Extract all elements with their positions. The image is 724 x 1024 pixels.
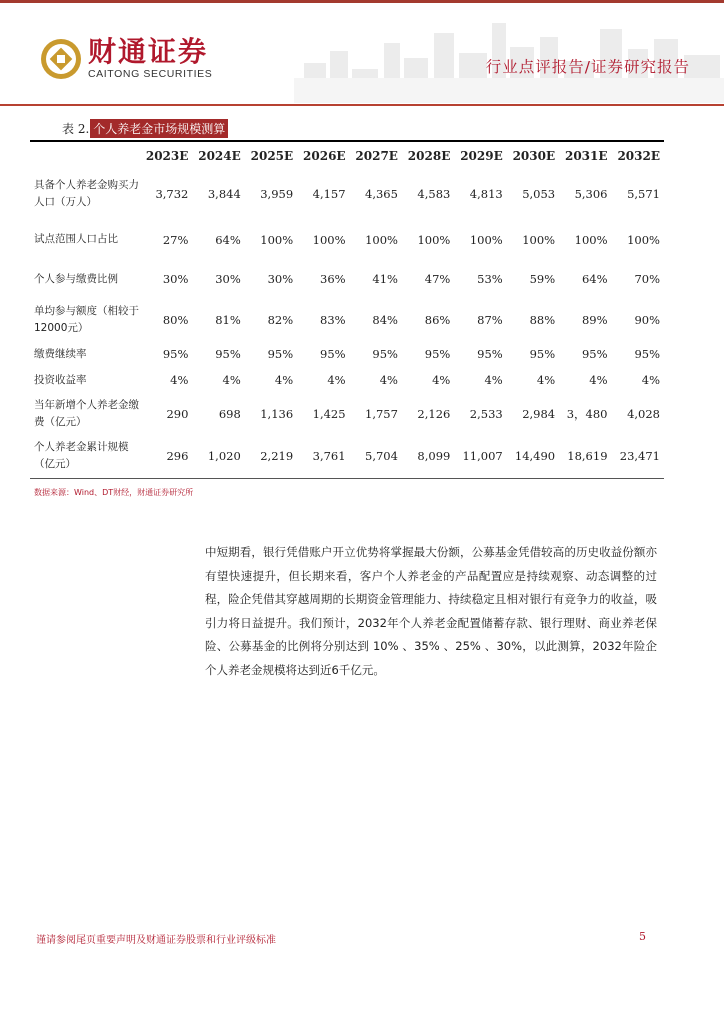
table-cell: 698 bbox=[218, 407, 241, 421]
table-bottom-rule bbox=[30, 478, 664, 479]
table-cell: 100% bbox=[417, 232, 451, 247]
table-cell: 4,157 bbox=[312, 187, 346, 201]
table-cell: 30% bbox=[267, 272, 294, 286]
col-header: 2026E bbox=[303, 149, 346, 163]
row-label: 缴费继续率 bbox=[34, 347, 87, 360]
table-cell: 95% bbox=[581, 347, 608, 361]
table-cell: 64% bbox=[581, 272, 608, 286]
table-cell: 27% bbox=[162, 232, 189, 247]
data-source-note: 数据来源：Wind、DT财经，财通证券研究所 bbox=[34, 488, 194, 497]
col-header: 2030E bbox=[512, 149, 556, 163]
table-cell: 100% bbox=[627, 232, 660, 247]
table-cell: 2,126 bbox=[417, 407, 451, 421]
row-label: 投资收益率 bbox=[34, 373, 87, 386]
table-cell: 95% bbox=[320, 347, 346, 361]
table-cell: 3,761 bbox=[312, 449, 346, 463]
table-cell: 5,571 bbox=[627, 187, 660, 201]
table-row bbox=[30, 341, 664, 367]
table-cell: 95% bbox=[529, 347, 556, 361]
report-type-label: 行业点评报告/证券研究报告 bbox=[485, 58, 690, 76]
table-cell: 100% bbox=[365, 232, 398, 247]
table-cell: 4,583 bbox=[417, 187, 451, 201]
table-cell: 4,365 bbox=[365, 187, 398, 201]
table-row bbox=[30, 220, 664, 259]
company-logo bbox=[40, 37, 212, 80]
table-row bbox=[30, 393, 664, 435]
table-row bbox=[30, 299, 664, 341]
table-header-row bbox=[30, 144, 664, 168]
table-cell: 1,020 bbox=[207, 449, 241, 463]
table-cell: 2,984 bbox=[522, 407, 556, 421]
table-cell: 14,490 bbox=[514, 449, 556, 463]
table-cell: 11,007 bbox=[462, 449, 503, 463]
table-corner-cell bbox=[30, 144, 140, 168]
col-header: 2029E bbox=[460, 149, 503, 163]
row-label: 个人参与缴费比例 bbox=[34, 272, 118, 285]
table-cell: 8,099 bbox=[417, 449, 451, 463]
table-cell: 70% bbox=[634, 272, 660, 286]
table-cell: 4% bbox=[170, 373, 189, 387]
table-cell: 30% bbox=[215, 272, 241, 286]
footer-disclaimer[interactable]: 谨请参阅尾页重要声明及财通证券股票和行业评级标准 bbox=[36, 935, 276, 946]
page-number: 5 bbox=[639, 930, 646, 943]
table-cell: 53% bbox=[477, 272, 503, 286]
table-row bbox=[30, 168, 664, 220]
caitong-logo-icon bbox=[40, 38, 82, 80]
table-cell: 95% bbox=[372, 347, 398, 361]
table-cell: 84% bbox=[372, 313, 398, 327]
table-cell: 89% bbox=[581, 313, 608, 327]
city-skyline-image bbox=[294, 3, 724, 103]
table-cell: 4% bbox=[484, 373, 503, 387]
table-cell: 1,136 bbox=[260, 407, 294, 421]
row-label: 当年新增个人养老金缴费（亿元） bbox=[34, 399, 139, 428]
table-cell: 4% bbox=[641, 373, 660, 387]
col-header: 2027E bbox=[355, 149, 398, 163]
table-cell: 64% bbox=[215, 232, 241, 247]
table-cell: 100% bbox=[522, 232, 556, 247]
page-header bbox=[0, 3, 724, 103]
table-cell: 23,471 bbox=[619, 449, 660, 463]
table-cell: 36% bbox=[320, 272, 346, 286]
table-cell: 87% bbox=[477, 313, 503, 327]
table-cell: 4% bbox=[274, 373, 294, 387]
table-caption bbox=[62, 119, 228, 138]
table-cell: 290 bbox=[166, 407, 189, 421]
table-cell: 90% bbox=[634, 313, 660, 327]
table-cell: 95% bbox=[424, 347, 451, 361]
table-cell: 5,306 bbox=[574, 187, 608, 201]
table-cell: 1,425 bbox=[312, 407, 346, 421]
table-cell: 100% bbox=[469, 232, 503, 247]
table-cell: 80% bbox=[162, 313, 189, 327]
analysis-paragraph: 中短期看，银行凭借账户开立优势将掌握最大份额，公募基金凭借较高的历史收益份额亦有望快速提升，但长期来看，客户个人养老金的产品配置应是持续观察、动态调整的过程，险企凭借其穿越周期的长期资金管理能力、持续稳定且相对银行有竞争力的收益，吸引力将日益提升。我们预计，2032年个人养老金配置储蓄存款、银行理财、商业养老保险、公募基金的比例将分别达到 10% 、35% 、25% 、30%，以此测算，2032年险企个人养老金规模将达到近6千亿元。 bbox=[205, 545, 657, 677]
table-cell: 59% bbox=[529, 272, 556, 286]
table-cell: 100% bbox=[574, 232, 608, 247]
table-cell: 4,813 bbox=[469, 187, 503, 201]
table-cell: 95% bbox=[215, 347, 241, 361]
col-header: 2032E bbox=[617, 149, 660, 163]
pension-market-table bbox=[30, 144, 664, 477]
table-cell: 95% bbox=[634, 347, 660, 361]
table-cell: 4% bbox=[327, 373, 346, 387]
col-header: 2023E bbox=[145, 149, 189, 163]
table-cell: 86% bbox=[424, 313, 451, 327]
table-cell: 3,959 bbox=[260, 187, 294, 201]
table-row bbox=[30, 367, 664, 393]
table-cell: 30% bbox=[162, 272, 189, 286]
table-cell: 4% bbox=[536, 373, 556, 387]
table-row bbox=[30, 259, 664, 299]
table-cell: 2,219 bbox=[260, 449, 294, 463]
table-cell: 4% bbox=[379, 373, 398, 387]
table-cell: 3,732 bbox=[155, 187, 189, 201]
table-cell: 81% bbox=[215, 313, 241, 327]
col-header: 2025E bbox=[250, 149, 294, 163]
col-header: 2031E bbox=[564, 149, 608, 163]
col-header: 2028E bbox=[407, 149, 451, 163]
table-cell: 83% bbox=[320, 313, 346, 327]
row-label: 试点范围人口占比 bbox=[34, 233, 118, 245]
table-cell: 296 bbox=[166, 449, 189, 463]
table-cell: 95% bbox=[477, 347, 503, 361]
company-name-cn: 财通证券 bbox=[88, 35, 209, 68]
table-top-rule bbox=[30, 140, 664, 142]
table-cell: 82% bbox=[267, 313, 294, 327]
table-cell: 18,619 bbox=[567, 449, 608, 463]
table-cell: 5,704 bbox=[365, 449, 398, 463]
row-label: 单均参与额度（相较于12000元） bbox=[34, 305, 139, 334]
table-cell: 1,757 bbox=[365, 407, 398, 421]
table-cell: 3,844 bbox=[207, 187, 241, 201]
table-cell: 4% bbox=[222, 373, 241, 387]
table-cell: 100% bbox=[260, 232, 294, 247]
col-header: 2024E bbox=[198, 149, 241, 163]
table-cell: 3，480 bbox=[566, 407, 608, 421]
table-row bbox=[30, 435, 664, 477]
table-cell: 88% bbox=[529, 313, 556, 327]
table-cell: 41% bbox=[372, 272, 398, 286]
table-cell: 100% bbox=[312, 232, 346, 247]
row-label: 具备个人养老金购买力人口（万人） bbox=[34, 179, 139, 208]
table-cell: 47% bbox=[424, 272, 451, 286]
table-cell: 5,053 bbox=[522, 187, 556, 201]
table-caption-prefix: 表 2. bbox=[62, 122, 90, 136]
company-name-en: CAITONG SECURITIES bbox=[88, 68, 213, 80]
table-cell: 95% bbox=[267, 347, 294, 361]
table-cell: 95% bbox=[162, 347, 189, 361]
row-label: 个人养老金累计规模（亿元） bbox=[34, 441, 129, 470]
table-cell: 4% bbox=[589, 373, 608, 387]
table-cell: 4,028 bbox=[627, 407, 660, 421]
table-cell: 4% bbox=[432, 373, 451, 387]
table-caption-title: 个人养老金市场规模测算 bbox=[90, 119, 228, 138]
header-divider bbox=[0, 104, 724, 106]
table-cell: 2,533 bbox=[469, 407, 503, 421]
